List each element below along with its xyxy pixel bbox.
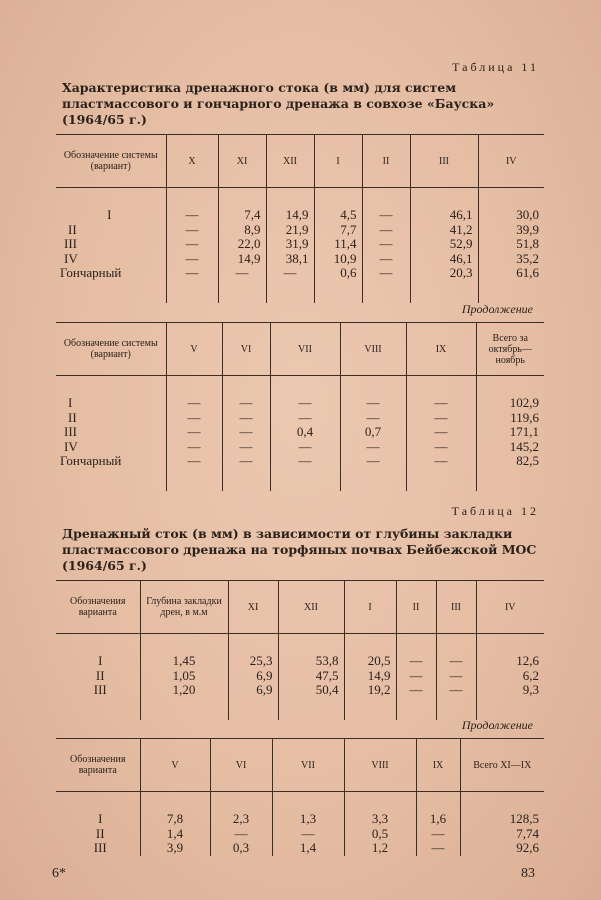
cell: — xyxy=(340,411,406,426)
cell: 30,0 xyxy=(478,188,544,223)
cell: 1,4 xyxy=(140,827,210,842)
cell: 14,9 xyxy=(266,188,314,223)
column-header: VI xyxy=(210,739,272,792)
cell: 1,05 xyxy=(140,669,228,684)
cell: — xyxy=(272,827,344,842)
cell: 25,3 xyxy=(228,634,278,669)
signature-mark: 6* xyxy=(52,866,66,881)
cell: — xyxy=(166,425,222,440)
row-label: IV xyxy=(64,438,78,454)
column-header: IX xyxy=(416,739,460,792)
cell: 1,6 xyxy=(416,792,460,827)
column-header: VII xyxy=(270,323,340,376)
cell: 52,9 xyxy=(410,237,478,252)
table-row xyxy=(56,841,544,856)
cell: — xyxy=(406,425,476,440)
cell: — xyxy=(340,440,406,455)
cell: — xyxy=(222,440,270,455)
table-row xyxy=(56,188,544,223)
row-label: II xyxy=(95,825,105,841)
cell: — xyxy=(270,411,340,426)
cell: — xyxy=(270,376,340,411)
table-12-caption: Дренажный сток (в мм) в зависимости от глубины закладки пластмассового дренажа на торфяных почвах Бейбежской МОС (1964/65 г.) xyxy=(62,526,537,573)
column-header: IV xyxy=(476,581,544,634)
cell: 0,6 xyxy=(314,266,362,303)
cell: — xyxy=(166,252,218,267)
cell: — xyxy=(362,223,410,238)
cell: 14,9 xyxy=(218,252,266,267)
table-row xyxy=(56,792,544,827)
row-label: I xyxy=(107,207,112,222)
column-header: Обозначение системы (вариант) xyxy=(56,135,166,188)
cell: 171,1 xyxy=(476,425,544,440)
cell: 46,1 xyxy=(410,188,478,223)
cell: — xyxy=(222,376,270,411)
cell: 4,5 xyxy=(314,188,362,223)
cell: — xyxy=(270,454,340,491)
table-row xyxy=(56,266,544,303)
cell: 47,5 xyxy=(278,669,344,684)
row-label: I xyxy=(68,395,73,410)
cell: — xyxy=(166,223,218,238)
column-header: Обозначения варианта xyxy=(56,581,140,634)
column-header: Глубина закладки дрен, в м.м xyxy=(140,581,228,634)
table-row xyxy=(56,669,544,684)
cell: 1,45 xyxy=(140,634,228,669)
row-label: I xyxy=(98,811,103,826)
cell: 3,3 xyxy=(344,792,416,827)
cell: 119,6 xyxy=(476,411,544,426)
column-header: IX xyxy=(406,323,476,376)
cell: 7,74 xyxy=(460,827,544,842)
column-header: V xyxy=(140,739,210,792)
column-header: Обозначения варианта xyxy=(56,739,140,792)
cell: 10,9 xyxy=(314,252,362,267)
cell: — xyxy=(166,188,218,223)
column-header: IV xyxy=(478,135,544,188)
cell: — xyxy=(362,188,410,223)
cell: 35,2 xyxy=(478,252,544,267)
cell: — xyxy=(436,683,476,720)
cell: 41,2 xyxy=(410,223,478,238)
cell: — xyxy=(416,827,460,842)
cell: — xyxy=(396,683,436,720)
cell: 22,0 xyxy=(218,237,266,252)
cell: — xyxy=(436,669,476,684)
cell: 0,5 xyxy=(344,827,416,842)
cell: — xyxy=(166,376,222,411)
cell: — xyxy=(166,440,222,455)
cell: 1,3 xyxy=(272,792,344,827)
table-header-row xyxy=(56,323,544,376)
column-header: II xyxy=(362,135,410,188)
cell: — xyxy=(340,454,406,491)
table-12-part-2 xyxy=(56,738,544,856)
table-header-row xyxy=(56,135,544,188)
row-label: II xyxy=(95,667,105,683)
table-row xyxy=(56,425,544,440)
column-header: V xyxy=(166,323,222,376)
cell: 6,2 xyxy=(476,669,544,684)
table-row xyxy=(56,252,544,267)
cell: 82,5 xyxy=(476,454,544,491)
cell: — xyxy=(210,827,272,842)
column-header: XII xyxy=(278,581,344,634)
table-12-part-1 xyxy=(56,580,544,720)
table-11-label: Таблица 11 xyxy=(452,60,539,74)
table-11-continuation: Продолжение xyxy=(461,302,533,316)
cell: 31,9 xyxy=(266,237,314,252)
cell: — xyxy=(362,252,410,267)
cell: 7,8 xyxy=(140,792,210,827)
cell: 11,4 xyxy=(314,237,362,252)
column-header: VIII xyxy=(344,739,416,792)
cell: 50,4 xyxy=(278,683,344,720)
table-row xyxy=(56,634,544,669)
column-header: XI xyxy=(218,135,266,188)
cell: 128,5 xyxy=(460,792,544,827)
cell: — xyxy=(406,376,476,411)
cell: 51,8 xyxy=(478,237,544,252)
table-11-part-1 xyxy=(56,134,544,303)
column-header: II xyxy=(396,581,436,634)
column-header: Всего за октябрь—ноябрь xyxy=(476,323,544,376)
cell: — xyxy=(222,425,270,440)
page-number: 83 xyxy=(521,866,535,881)
table-row xyxy=(56,683,544,720)
column-header: Всего XI—IX xyxy=(460,739,544,792)
table-row xyxy=(56,237,544,252)
column-header: VIII xyxy=(340,323,406,376)
cell: — xyxy=(222,454,270,491)
cell: 2,3 xyxy=(210,792,272,827)
cell: 6,9 xyxy=(228,669,278,684)
cell: 1,4 xyxy=(272,841,344,856)
table-12-continuation: Продолжение xyxy=(461,718,533,732)
table-header-row xyxy=(56,739,544,792)
row-label: Гончарный xyxy=(60,453,122,468)
cell: 61,6 xyxy=(478,266,544,303)
cell: 6,9 xyxy=(228,683,278,720)
row-label: IV xyxy=(64,250,78,266)
cell: 1,20 xyxy=(140,683,228,720)
cell: — xyxy=(266,266,314,303)
row-label: II xyxy=(68,221,77,237)
column-header: VII xyxy=(272,739,344,792)
table-row xyxy=(56,411,544,426)
cell: 7,7 xyxy=(314,223,362,238)
cell: 46,1 xyxy=(410,252,478,267)
cell: — xyxy=(340,376,406,411)
table-row xyxy=(56,376,544,411)
table-11-caption: Характеристика дренажного стока (в мм) для систем пластмассового и гончарного дренажа в совхозе «Бауска» (1964/65 г.) xyxy=(62,80,495,127)
cell: — xyxy=(270,440,340,455)
cell: 20,3 xyxy=(410,266,478,303)
table-header-row xyxy=(56,581,544,634)
cell: — xyxy=(406,454,476,491)
column-header: III xyxy=(410,135,478,188)
cell: 3,9 xyxy=(140,841,210,856)
column-header: I xyxy=(314,135,362,188)
cell: — xyxy=(406,440,476,455)
cell: — xyxy=(166,411,222,426)
cell: 20,5 xyxy=(344,634,396,669)
cell: — xyxy=(166,237,218,252)
cell: 8,9 xyxy=(218,223,266,238)
cell: 0,3 xyxy=(210,841,272,856)
cell: 19,2 xyxy=(344,683,396,720)
cell: 12,6 xyxy=(476,634,544,669)
cell: 102,9 xyxy=(476,376,544,411)
column-header: X xyxy=(166,135,218,188)
cell: 7,4 xyxy=(218,188,266,223)
cell: 39,9 xyxy=(478,223,544,238)
column-header: III xyxy=(436,581,476,634)
row-label: III xyxy=(64,424,77,439)
cell: 1,2 xyxy=(344,841,416,856)
column-header: Обозначение системы (вариант) xyxy=(56,323,166,376)
column-header: I xyxy=(344,581,396,634)
cell: — xyxy=(218,266,266,303)
cell: 0,7 xyxy=(340,425,406,440)
cell: 92,6 xyxy=(460,841,544,856)
column-header: XI xyxy=(228,581,278,634)
row-label: Гончарный xyxy=(60,265,122,280)
cell: 53,8 xyxy=(278,634,344,669)
cell: — xyxy=(166,454,222,491)
column-header: VI xyxy=(222,323,270,376)
cell: 145,2 xyxy=(476,440,544,455)
cell: — xyxy=(222,411,270,426)
cell: 38,1 xyxy=(266,252,314,267)
cell: — xyxy=(436,634,476,669)
cell: — xyxy=(166,266,218,303)
column-header: XII xyxy=(266,135,314,188)
cell: 9,3 xyxy=(476,683,544,720)
cell: — xyxy=(362,237,410,252)
table-row xyxy=(56,454,544,491)
row-label: II xyxy=(68,409,77,425)
cell: 21,9 xyxy=(266,223,314,238)
cell: — xyxy=(396,669,436,684)
row-label: III xyxy=(64,236,77,251)
cell: — xyxy=(406,411,476,426)
table-row xyxy=(56,827,544,842)
table-12-label: Таблица 12 xyxy=(451,504,539,518)
table-row xyxy=(56,223,544,238)
cell: 14,9 xyxy=(344,669,396,684)
table-row xyxy=(56,440,544,455)
row-label: III xyxy=(93,682,107,697)
cell: 0,4 xyxy=(270,425,340,440)
cell: — xyxy=(396,634,436,669)
table-11-part-2 xyxy=(56,322,544,491)
cell: — xyxy=(416,841,460,856)
row-label: III xyxy=(93,840,107,855)
cell: — xyxy=(362,266,410,303)
row-label: I xyxy=(98,653,103,668)
